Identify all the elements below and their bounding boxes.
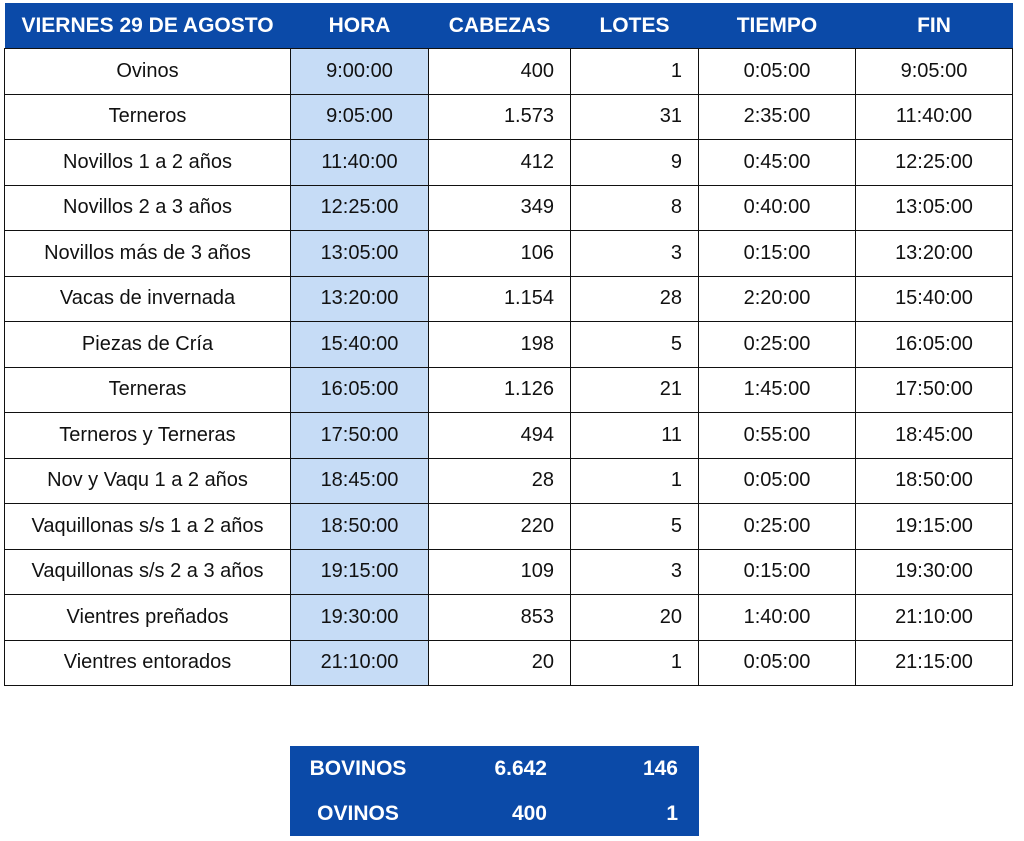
table-row [5,49,1013,95]
tiempo-cell: 2:35:00 [699,94,856,140]
tiempo-cell: 0:05:00 [699,458,856,504]
table-row [5,185,1013,231]
tiempo-cell: 0:55:00 [699,413,856,459]
table-row [5,549,1013,595]
totals-row [290,746,699,791]
tiempo-cell: 1:45:00 [699,367,856,413]
tiempo-header: TIEMPO [699,3,856,49]
categoria-cell: Novillos 1 a 2 años [5,140,291,186]
tiempo-cell: 2:20:00 [699,276,856,322]
hora-cell: 18:45:00 [291,458,429,504]
table-row [5,458,1013,504]
fin-cell: 19:30:00 [856,549,1013,595]
cabezas-cell: 412 [429,140,571,186]
totals-lotes: 146 [642,756,678,780]
fin-cell: 17:50:00 [856,367,1013,413]
cabezas-cell: 494 [429,413,571,459]
fin-cell: 13:05:00 [856,185,1013,231]
lotes-header: LOTES [571,3,699,49]
hora-cell: 13:20:00 [291,276,429,322]
cabezas-cell: 1.126 [429,367,571,413]
cabezas-cell: 220 [429,504,571,550]
tiempo-cell: 0:40:00 [699,185,856,231]
lotes-cell: 9 [571,140,699,186]
hora-cell: 21:10:00 [291,640,429,686]
categoria-cell: Novillos 2 a 3 años [5,185,291,231]
lotes-cell: 20 [571,595,699,641]
tiempo-cell: 0:05:00 [699,49,856,95]
table-row [5,231,1013,277]
totals-cabezas: 6.642 [494,756,547,780]
tiempo-cell: 0:25:00 [699,322,856,368]
hora-cell: 16:05:00 [291,367,429,413]
lotes-cell: 8 [571,185,699,231]
fin-cell: 21:10:00 [856,595,1013,641]
categoria-cell: Vacas de invernada [5,276,291,322]
categoria-cell: Nov y Vaqu 1 a 2 años [5,458,291,504]
tiempo-cell: 0:45:00 [699,140,856,186]
table-row [5,504,1013,550]
totals-body [290,746,699,836]
table-row [5,94,1013,140]
categoria-cell: Vientres entorados [5,640,291,686]
categoria-cell: Vientres preñados [5,595,291,641]
totals-row [290,791,699,836]
tiempo-cell: 0:15:00 [699,549,856,595]
fin-cell: 13:20:00 [856,231,1013,277]
table-row [5,367,1013,413]
lotes-cell: 3 [571,231,699,277]
hora-cell: 9:05:00 [291,94,429,140]
lotes-cell: 11 [571,413,699,459]
schedule-body [5,49,1013,686]
cabezas-cell: 1.154 [429,276,571,322]
table-row [5,276,1013,322]
totals-lotes: 1 [666,801,678,825]
fin-header: FIN [856,3,1013,49]
lotes-cell: 21 [571,367,699,413]
categoria-cell: Terneras [5,367,291,413]
tiempo-cell: 0:25:00 [699,504,856,550]
tiempo-cell: 0:15:00 [699,231,856,277]
cabezas-cell: 198 [429,322,571,368]
cabezas-cell: 1.573 [429,94,571,140]
fin-cell: 18:50:00 [856,458,1013,504]
cabezas-cell: 20 [429,640,571,686]
lotes-cell: 31 [571,94,699,140]
totals-cabezas: 400 [511,801,547,825]
fin-cell: 12:25:00 [856,140,1013,186]
auction-schedule-table [4,3,1013,686]
lotes-cell: 5 [571,504,699,550]
categoria-cell: Vaquillonas s/s 2 a 3 años [5,549,291,595]
tiempo-cell: 0:05:00 [699,640,856,686]
fin-cell: 9:05:00 [856,49,1013,95]
cabezas-cell: 28 [429,458,571,504]
hora-cell: 18:50:00 [291,504,429,550]
table-row [5,595,1013,641]
table-row [5,413,1013,459]
fin-cell: 16:05:00 [856,322,1013,368]
lotes-cell: 3 [571,549,699,595]
hora-cell: 13:05:00 [291,231,429,277]
hora-cell: 19:15:00 [291,549,429,595]
cabezas-cell: 349 [429,185,571,231]
categoria-cell: Ovinos [5,49,291,95]
cabezas-cell: 853 [429,595,571,641]
tiempo-cell: 1:40:00 [699,595,856,641]
table-row [5,322,1013,368]
table-row [5,140,1013,186]
categoria-cell: Piezas de Cría [5,322,291,368]
date-header: VIERNES 29 DE AGOSTO [5,3,291,49]
categoria-cell: Terneros [5,94,291,140]
lotes-cell: 1 [571,49,699,95]
cabezas-cell: 106 [429,231,571,277]
cabezas-cell: 109 [429,549,571,595]
lotes-cell: 1 [571,458,699,504]
totals-label: OVINOS [317,801,399,825]
fin-cell: 15:40:00 [856,276,1013,322]
fin-cell: 18:45:00 [856,413,1013,459]
table-row [5,640,1013,686]
hora-cell: 17:50:00 [291,413,429,459]
totals-table [290,746,699,836]
fin-cell: 21:15:00 [856,640,1013,686]
hora-cell: 9:00:00 [291,49,429,95]
fin-cell: 11:40:00 [856,94,1013,140]
cabezas-header: CABEZAS [429,3,571,49]
header-row [5,3,1013,49]
cabezas-cell: 400 [429,49,571,95]
categoria-cell: Terneros y Terneras [5,413,291,459]
categoria-cell: Vaquillonas s/s 1 a 2 años [5,504,291,550]
categoria-cell: Novillos más de 3 años [5,231,291,277]
lotes-cell: 1 [571,640,699,686]
lotes-cell: 5 [571,322,699,368]
totals-label: BOVINOS [309,756,407,780]
hora-cell: 12:25:00 [291,185,429,231]
hora-header: HORA [291,3,429,49]
hora-cell: 11:40:00 [291,140,429,186]
hora-cell: 19:30:00 [291,595,429,641]
hora-cell: 15:40:00 [291,322,429,368]
lotes-cell: 28 [571,276,699,322]
fin-cell: 19:15:00 [856,504,1013,550]
